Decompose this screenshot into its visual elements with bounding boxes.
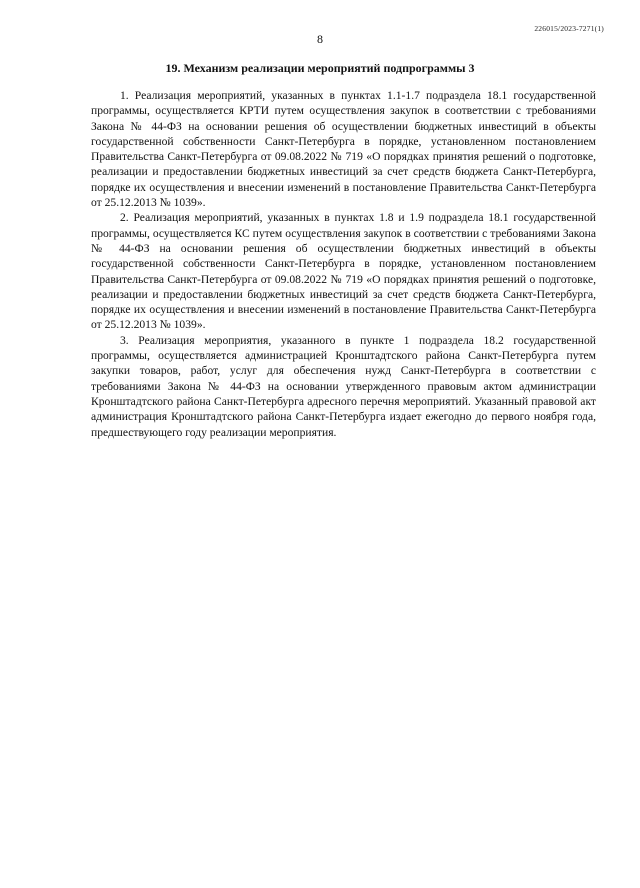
paragraph-3: 3. Реализация мероприятия, указанного в пункте 1 подраздела 18.2 государственной программы, осуществляется администрацией Кронштадтского района Санкт-Петербурга путем закупки товаров, работ, услуг для обеспечения нужд Санкт-Петербурга в соответствии с требованиями Закона № 44-ФЗ на основании утвержденного правовым актом администрации Кронштадтского района Санкт-Петербурга адресного перечня мероприятий. Указанный правовой акт администрация Кронштадтского района Санкт-Петербурга издает ежегодно до первого ноября года, предшествующего году реализации мероприятия.: [91, 333, 596, 439]
document-body: [91, 88, 596, 440]
document-registration-number: 226015/2023-7271(1): [534, 24, 604, 33]
section-title: 19. Механизм реализации мероприятий подпрограммы 3: [165, 61, 475, 75]
page-number: 8: [317, 32, 323, 46]
paragraph-2: 2. Реализация мероприятий, указанных в пунктах 1.8 и 1.9 подраздела 18.1 государственной программы, осуществляется КС путем осуществления закупок в соответствии с требованиями Закона № 44-ФЗ на основании решения об осуществлении бюджетных инвестиций в объекты государственной собственности Санкт-Петербурга в порядке, установленном постановлением Правительства Санкт-Петербурга от 09.08.2022 № 719 «О порядках принятия решений о подготовке, реализации и предоставлении бюджетных инвестиций за счет средств бюджета Санкт-Петербурга, порядке их осуществления и внесении изменений в постановление Правительства Санкт-Петербурга от 25.12.2013 № 1039».: [91, 211, 596, 332]
paragraph-1: 1. Реализация мероприятий, указанных в пунктах 1.1-1.7 подраздела 18.1 государственной программы, осуществляется КРТИ путем осуществления закупок в соответствии с требованиями Закона № 44-ФЗ на основании решения об осуществлении бюджетных инвестиций в объекты государственной собственности Санкт-Петербурга в порядке, установленном постановлением Правительства Санкт-Петербурга от 09.08.2022 № 719 «О порядках принятия решений о подготовке, реализации и предоставлении бюджетных инвестиций за счет средств бюджета Санкт-Петербурга, порядке их осуществления и внесении изменений в постановление Правительства Санкт-Петербурга от 25.12.2013 № 1039».: [91, 89, 596, 210]
